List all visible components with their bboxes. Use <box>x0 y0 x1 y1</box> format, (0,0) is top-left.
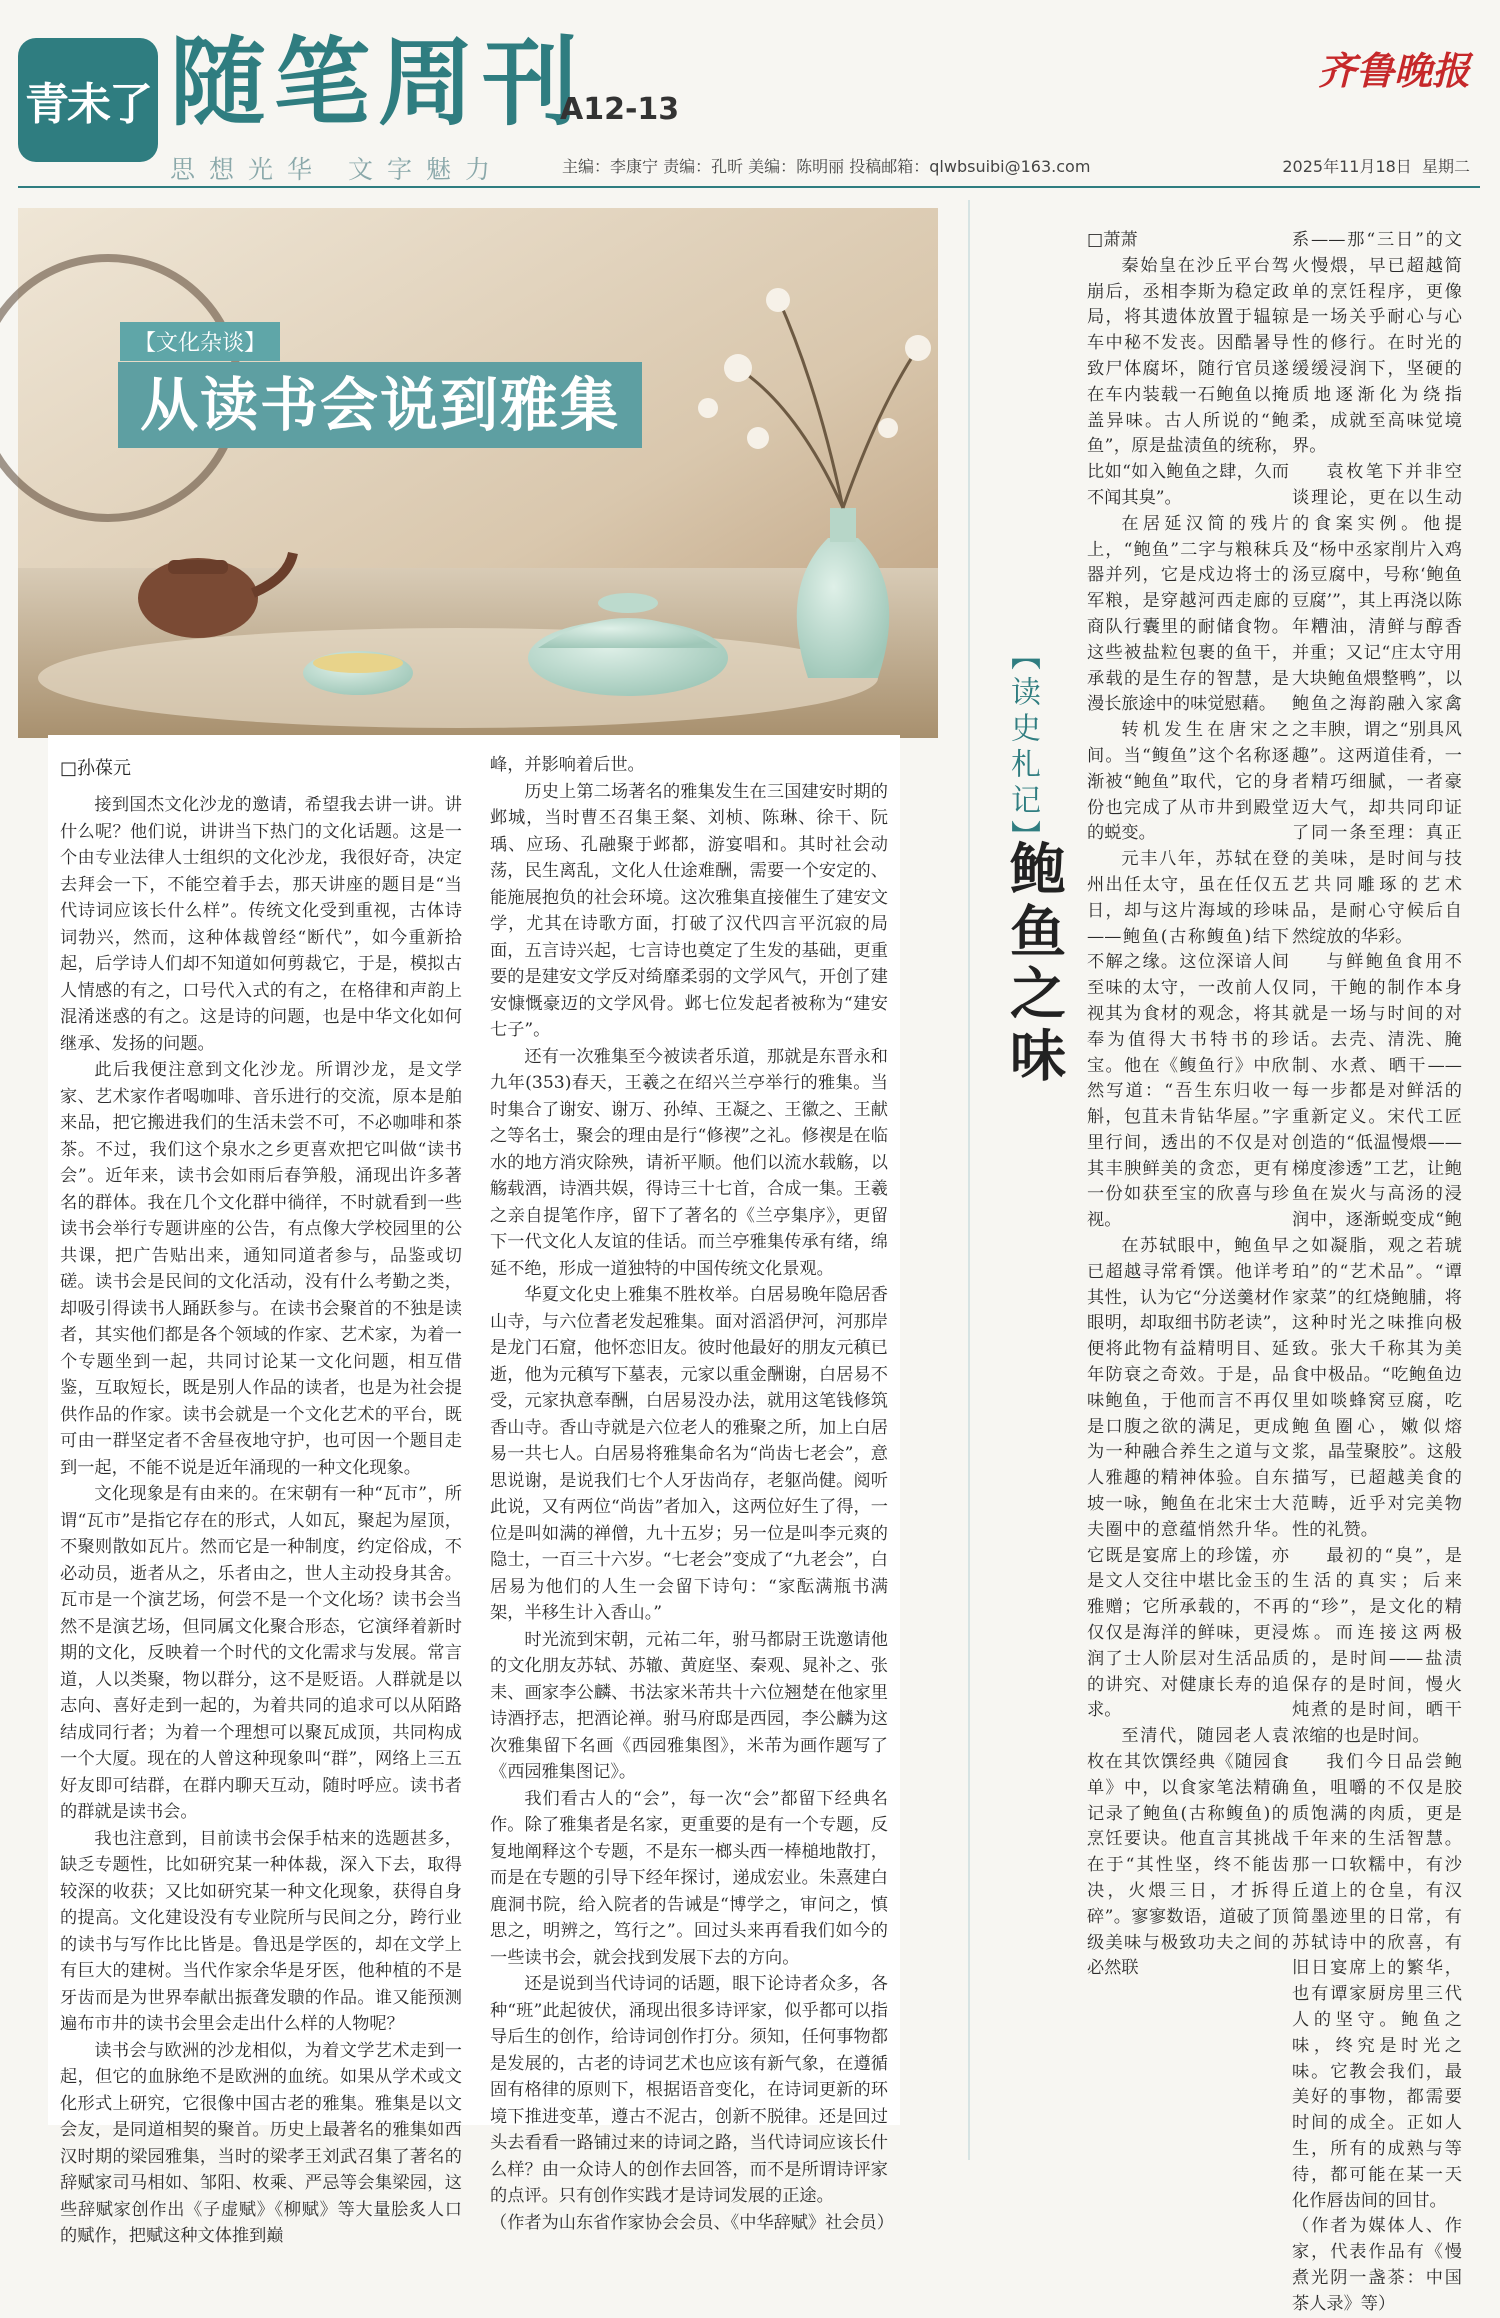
header-divider <box>18 186 1480 188</box>
tea-still-life-illustration <box>18 208 938 738</box>
paragraph: 我们看古人的“会”，每一次“会”都留下经典名作。除了雅集者是名家，更重要的是有一个专题，反复地阐释这个专题，不是东一榔头西一棒槌地散打，而是在专题的引导下经年探讨，递成宏业。朱熹建白鹿洞书院，给入院者的告诫是“博学之，审问之，慎思之，明辨之，笃行之”。回过头来再看我们如今的一些读书会，就会找到发展下去的方向。 <box>490 1788 888 1968</box>
article-author: □孙葆元 <box>60 758 132 779</box>
paragraph: 读书会与欧洲的沙龙相似，为着文学艺术走到一起，但它的血脉绝不是欧洲的血统。如果从学术或文化形式上研究，它很像中国古老的雅集。雅集是以文会友，是同道相契的聚首。历史上最著名的雅集如西汉时期的梁园雅集，当时的梁孝王刘武召集了著名的辞赋家司马相如、邹阳、枚乘、严忌等会集梁园，这些辞赋家创作出《子虚赋》《柳赋》等大量脍炙人口的赋作，把赋这种文体推到巅 <box>60 2040 462 2246</box>
paragraph: 系——那“三日”的文火慢煨，早已超越简单的烹饪程序，更像是一场关乎耐心与心性的修行。在时光的缓缓浸润下，坚硬的质地逐渐化为绕指柔，成就至高味觉境界。 <box>1292 230 1462 457</box>
column-divider <box>968 200 970 2160</box>
weekday: 星期二 <box>1421 157 1470 176</box>
section-tag-vertical: 【读史札记】 <box>1005 640 1040 856</box>
author-note: （作者为山东省作家协会会员、《中华辞赋》社会员） <box>490 2212 894 2233</box>
section-tag: 【文化杂谈】 <box>120 322 280 361</box>
paragraph: 文化现象是有由来的。在宋朝有一种“瓦市”，所谓“瓦市”是指它存在的形式，人如瓦，聚起为屋顶，不聚则散如瓦片。然而它是一种制度，约定俗成，不必动员，逝者从之，乐者由之，世人主动投身其舍。瓦市是一个演艺场，何尝不是一个文化场？读书会当然不是演艺场，但同属文化聚合形态，它演绎着新时期的文化，反映着一个时代的文化需求与发展。常言道，人以类聚，物以群分，这不是贬语。人群就是以志向、喜好走到一起的，为着共同的追求可以从陌路结成同行者；为着一个理想可以聚瓦成顶，共同构成一个大厦。现在的人曾这种现象叫“群”，网络上三五好友即可结群，在群内聊天互动，随时呼应。读书者的群就是读书会。 <box>60 1484 462 1822</box>
publication-date <box>1282 154 1470 177</box>
paragraph: 在居延汉简的残片上，“鲍鱼”二字与粮秣兵器并列，它是戍边将士的军粮，是穿越河西走廊的商队行囊里的耐储食物。这些被盐粒包裹的鱼干，承载的是生存的智慧，是漫长旅途中的味觉慰藉。 <box>1087 513 1289 715</box>
paragraph: 此后我便注意到文化沙龙。所谓沙龙，是文学家、艺术家作者喝咖啡、音乐进行的交流，原本是舶来品，把它搬进我们的生活未尝不可，不必咖啡和茶茶。不过，我们这个泉水之乡更喜欢把它叫做“读书会”。近年来，读书会如雨后春笋般，涌现出许多著名的群体。我在几个文化群中徜徉，不时就看到一些读书会举行专题讲座的公告，有点像大学校园里的公共课，把广告贴出来，通知同道者参与，品鉴或切磋。读书会是民间的文化活动，没有什么考勤之类，却吸引得读书人踊跃参与。在读书会聚首的不独是读者，其实他们都是各个领域的作家、艺术家，为着一个专题坐到一起，共同讨论某一文化问题，相互借鉴，互取短长，既是别人作品的读者，也是为社会提供作品的作家。读书会就是一个文化艺术的平台，既可由一群坚定者不舍昼夜地守护，也可因一个题目走到一起，不能不说是近年涌现的一种文化现象。 <box>60 1060 462 1478</box>
article-title: 从读书会说到雅集 <box>118 362 642 448</box>
article-photo <box>18 208 938 738</box>
paragraph: 与鲜鲍鱼食用不同，干鲍的制作本身就是一场与时间的对话。去壳、清洗、腌制、水煮、晒干——每一步都是对鲜活的重新定义。宋代工匠创造的“低温慢煨——梯度渗透”工艺，让鲍鱼在炭火与高汤的浸润中，逐渐蜕变成“鲍之如凝脂，观之若琥珀”的“艺术品”。“谭家菜”的红烧鲍脯，将这种时光之味推向极致。张大千称其为美食中极品。“吃鲍鱼边里如啖蜂窝豆腐，吃鲍鱼圈心，嫩似熔浆，晶莹聚胶”。这般描写，已超越美食的范畴，近乎对完美物性的礼赞。 <box>1292 952 1462 1540</box>
paragraph: 峰，并影响着后世。 <box>490 755 645 775</box>
paragraph: 接到国杰文化沙龙的邀请，希望我去讲一讲。讲什么呢？他们说，讲讲当下热门的文化话题。这是一个由专业法律人士组织的文化沙龙，我很好奇，决定去拜会一下，不能空着手去，那天讲座的题目是“当代诗词应该长什么样”。传统文化受到重视，古体诗词勃兴，然而，这种体裁曾经“断代”，如今重新拾起，后学诗人们却不知道如何剪裁它，于是，模拟古人情感的有之，口号代入式的有之，在格律和声韵上混淆迷惑的有之。这是诗的问题，也是中华文化如何继承、发扬的问题。 <box>60 795 462 1054</box>
paragraph: 历史上第二场著名的雅集发生在三国建安时期的邺城，当时曹丕召集王粲、刘桢、陈琳、徐干、阮瑀、应玚、孔融聚于邺都，游宴唱和。其时社会动荡，民生离乱，文化人仕途难酬，需要一个安定的、能施展抱负的社会环境。这次雅集直接催生了建安文学，尤其在诗歌方面，打破了汉代四言平沉寂的局面，五言诗兴起，七言诗也奠定了生发的基础，更重要的是建安文学反对绮靡柔弱的文学风气，开创了建安慷慨豪迈的文学风骨。邺七位发起者被称为“建安七子”。 <box>490 781 888 1040</box>
paragraph: 华夏文化史上雅集不胜枚举。白居易晚年隐居香山寺，与六位耆老发起雅集。面对滔滔伊河，河那岸是龙门石窟，他怀恋旧友。彼时他最好的朋友元稹已逝，他为元稹写下墓表，元家以重金酬谢，白居易不受，元家执意奉酬，白居易没办法，就用这笔钱修筑香山寺。香山寺就是六位老人的雅聚之所，加上白居易一共七人。白居易将雅集命名为“尚齿七老会”，意思说谢，是说我们七个人牙齿尚存，老躯尚健。阅听此说，又有两位“尚齿”者加入，这两位好生了得，一位是叫如满的禅僧，九十五岁；另一位是叫李元爽的隐士，一百三十六岁。“七老会”变成了“九老会”，白居易为他们的人生一会留下诗句：“家酝满瓶书满架，半移生计入香山。” <box>490 1285 888 1623</box>
paragraph: 秦始皇在沙丘平台驾崩后，丞相李斯为稳定政局，将其遗体放置于辒辌车中秘不发丧。因酷暑导致尸体腐坏，随行官员遂在车内装载一石鲍鱼以掩盖异味。古人所说的“鲍鱼”，原是盐渍鱼的统称，比如“如入鲍鱼之肆，久而不闻其臭”。 <box>1087 255 1289 508</box>
paragraph: 最初的“臭”，是生活的真实；后来的“珍”，是文化的精炼。而连接这两极的，是时间——盐渍保存的是时间，慢火炖煮的是时间，晒干浓缩的也是时间。 <box>1292 1545 1462 1747</box>
logo-text: 青未了 <box>25 79 151 130</box>
page-title: 随笔周刊 <box>170 26 586 139</box>
logo-badge <box>18 38 158 162</box>
article-column-3 <box>1087 228 1289 2158</box>
paragraph: 我也注意到，目前读书会保手枯来的选题甚多，缺乏专题性，比如研究某一种体裁，深入下去，取得较深的收获；又比如研究某一种文化现象，获得自身的提高。文化建设没有专业院所与民间之分，跨行业的读书与写作比比皆是。鲁迅是学医的，却在文学上有巨大的建树。当代作家余华是牙医，他种植的不是牙齿而是为世界奉献出振聋发聩的作品。谁又能预测遍布市井的读书会里会走出什么样的人物呢？ <box>60 1828 462 2034</box>
page-number: A12-13 <box>560 92 680 127</box>
paragraph: 还有一次雅集至今被读者乐道，那就是东晋永和九年(353)春天，王羲之在绍兴兰亭举行的雅集。当时集合了谢安、谢万、孙绰、王凝之、王徽之、王献之等名士，聚会的理由是行“修禊”之礼。修禊是在临水的地方消灾除殃，请祈平顺。他们以流水载觞，以觞载酒，诗酒共娱，得诗三十七首，合成一集。王羲之亲自提笔作序，留下了著名的《兰亭集序》，更留下一代文化人友谊的佳话。而兰亭雅集传承有绪，绵延不绝，形成一道独特的中国传统文化景观。 <box>490 1046 888 1279</box>
article-column-2 <box>490 752 894 2233</box>
article-column-4 <box>1292 228 1462 2314</box>
article-author: □萧萧 <box>1087 230 1138 250</box>
slogan: 思想光华 文字魅力 <box>170 155 504 184</box>
paragraph: 转机发生在唐宋之间。当“鳆鱼”这个名称逐渐被“鲍鱼”取代，它的身份也完成了从市井到殿堂的蜕变。 <box>1087 720 1289 844</box>
paragraph: 元丰八年，苏轼在登州出任太守，虽在任仅五日，却与这片海域的珍味——鲍鱼(古称鳆鱼)结下不解之缘。这位深谙人间至味的太守，一改前人仅视其为食材的观念，将其奉为值得大书特书的珍宝。他在《鳆鱼行》中欣然写道：“吾生东归收一斛，包苴未肯钻华屋。”字里行间，透出的不仅是对其丰腴鲜美的贪恋，更有一份如获至宝的欣喜与珍视。 <box>1087 849 1289 1231</box>
paragraph: 至清代，随园老人袁枚在其饮馔经典《随园食单》中，以食家笔法精确记录了鲍鱼(古称鳆鱼)的烹饪要诀。他直言其挑战在于“其性坚，终不能齿决，火煨三日，才拆得碎”。寥寥数语，道破了顶级美味与极致功夫之间的必然联 <box>1087 1726 1289 1979</box>
author-note: （作者为媒体人、作家，代表作品有《慢煮光阴一盏茶：中国茶人录》等） <box>1292 2216 1462 2314</box>
article-title-vertical: 鲍鱼之味 <box>1001 840 1067 1088</box>
article-column-1 <box>60 792 462 2246</box>
paragraph: 袁枚笔下并非空谈理论，更在以生动的食案实例。他提及“杨中丞家削片入鸡汤豆腐中，号称‘鲍鱼豆腐’”，其上再浇以陈年糟油，清鲜与醇香并重；又记“庄太守用大块鲍鱼煨整鸭”，以鲍鱼之海韵融入家禽之丰腴，谓之“别具风趣”。这两道佳肴，一者精巧细腻，一者豪迈大气，却共同印证了同一条至理：真正的美味，是时间与技艺共同雕琢的艺术品，是耐心守候后自然绽放的华彩。 <box>1292 462 1462 947</box>
credits-line: 主编：李康宁 责编：孔昕 美编：陈明丽 投稿邮箱：qlwbsuibi@163.com <box>562 157 1091 176</box>
paragraph: 时光流到宋朝，元祐二年，驸马都尉王诜邀请他的文化朋友苏轼、苏辙、黄庭坚、秦观、晁补之、张耒、画家李公麟、书法家米芾共十六位翘楚在他家里诗酒抒志，把酒论禅。驸马府邸是西园，李公麟为这次雅集留下名画《西园雅集图》，米芾为画作题写了《西园雅集图记》。 <box>490 1629 888 1782</box>
paragraph: 还是说到当代诗词的话题，眼下论诗者众多，各种“班”此起彼伏，涌现出很多诗评家，似乎都可以指导后生的创作，给诗词创作打分。须知，任何事物都是发展的，古老的诗词艺术也应该有新气象，在遵循固有格律的原则下，根据语音变化，在诗词更新的环境下推进变革，遵古不泥古，创新不脱律。还是回过头去看看一路铺过来的诗词之路，当代诗词应该长什么样？由一众诗人的创作去回答，而不是所谓诗评家的点评。只有创作实践才是诗词发展的正途。 <box>490 1974 888 2206</box>
newspaper-brand: 齐鲁晚报 <box>1317 48 1470 93</box>
paragraph: 在苏轼眼中，鲍鱼早已超越寻常肴馔。他详考其性，认为它“分送羹材作眼明，却取细书防老读”，便将此物有益精明目、延年防衰之奇效。于是，品味鲍鱼，于他而言不再仅是口腹之欲的满足，更成为一种融合养生之道与文人雅趣的精神体验。自东坡一咏，鲍鱼在北宋士大夫圈中的意蕴悄然升华。它既是宴席上的珍馐，亦是文人交往中堪比金玉的雅赠；它所承载的，不再仅仅是海洋的鲜味，更浸润了士人阶层对生活品质的讲究、对健康长寿的追求。 <box>1087 1236 1289 1721</box>
date: 2025年11月18日 <box>1282 157 1412 176</box>
paragraph: 我们今日品尝鲍鱼，咀嚼的不仅是胶质饱满的肉质，更是千年来的生活智慧。那一口软糯中，有沙丘道上的仓皇，有汉简墨迹里的日常，有苏轼诗中的欣喜，有旧日宴席上的繁华，也有谭家厨房里三代人的坚守。鲍鱼之味，终究是时光之味。它教会我们，最美好的事物，都需要时间的成全。正如人生，所有的成熟与等待，都可能在某一天化作唇齿间的回甘。 <box>1292 1752 1462 2211</box>
